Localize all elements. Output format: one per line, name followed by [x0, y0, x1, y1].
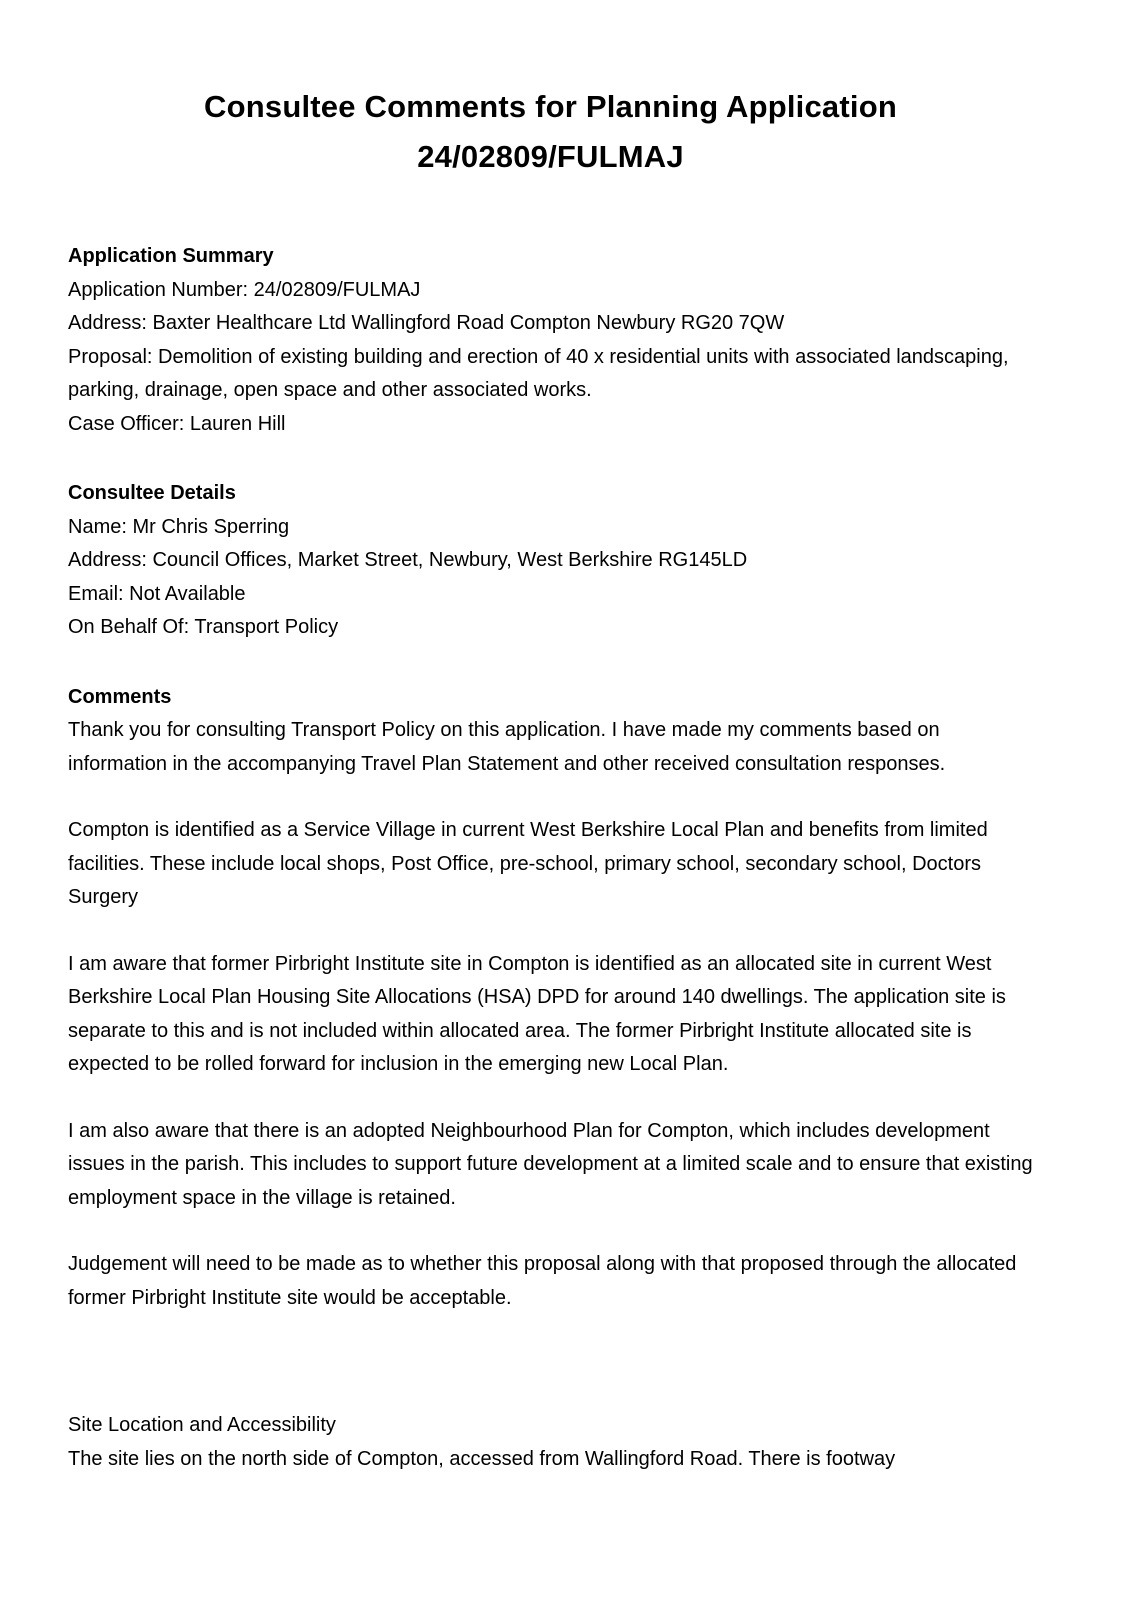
- consultee-name-line: Name: Mr Chris Sperring: [68, 515, 290, 538]
- comments-heading: Comments: [68, 685, 172, 708]
- case-officer-line: Case Officer: Lauren Hill: [68, 412, 286, 435]
- section-application-summary: [68, 240, 1033, 441]
- application-summary-heading: Application Summary: [68, 245, 274, 267]
- comments-paragraph-4: I am also aware that there is an adopted Neighbourhood Plan for Compton, which includes development issues in the parish. This includes to support future development at a limited scale and to ensure that existing employment space in the village is retained.: [68, 1119, 1033, 1209]
- application-address-line: Address: Baxter Healthcare Ltd Wallingford Road Compton Newbury RG20 7QW: [68, 312, 785, 334]
- site-location-heading: Site Location and Accessibility: [68, 1414, 336, 1436]
- consultee-email-line: Email: Not Available: [68, 582, 246, 605]
- consultee-address-line: Address: Council Offices, Market Street, Newbury, West Berkshire RG145LD: [68, 549, 748, 571]
- application-number-line: Application Number: 24/02809/FULMAJ: [68, 278, 421, 301]
- document-title-line1: Consultee Comments for Planning Application: [204, 89, 897, 124]
- application-proposal-line: Proposal: Demolition of existing building and erection of 40 x residential units with associated landscaping, parking, drainage, open space and other associated works.: [68, 345, 1009, 401]
- comments-paragraph-3: I am aware that former Pirbright Institute site in Compton is identified as an allocated site in current West Berkshire Local Plan Housing Site Allocations (HSA) DPD for around 140 dwellings. The application site is separate to this and is not included within allocated area. The former Pirbright Institute allocated site is expected to be rolled forward for inclusion in the emerging new Local Plan.: [68, 952, 1006, 1075]
- consultee-on-behalf-of-line: On Behalf Of: Transport Policy: [68, 616, 339, 638]
- section-comments: [68, 681, 1033, 1316]
- document-content: [68, 82, 1033, 1476]
- comments-paragraph-5: Judgement will need to be made as to whether this proposal along with that proposed through the allocated former Pirbright Institute site would be acceptable.: [68, 1253, 1017, 1309]
- section-site-location: [68, 1409, 1033, 1476]
- consultee-details-heading: Consultee Details: [68, 482, 236, 504]
- site-location-paragraph-1: The site lies on the north side of Compton, accessed from Wallingford Road. There is footway: [68, 1447, 896, 1470]
- comments-paragraph-2: Compton is identified as a Service Village in current West Berkshire Local Plan and benefits from limited facilities. These include local shops, Post Office, pre-school, primary school, secondary school, Doctors Surgery: [68, 819, 988, 908]
- section-consultee-details: [68, 477, 1033, 645]
- comments-paragraph-1: Thank you for consulting Transport Policy on this application. I have made my comments based on information in the accompanying Travel Plan Statement and other received consultation responses.: [68, 719, 946, 775]
- document-title-line2: 24/02809/FULMAJ: [417, 139, 684, 174]
- document-title: [68, 82, 1033, 182]
